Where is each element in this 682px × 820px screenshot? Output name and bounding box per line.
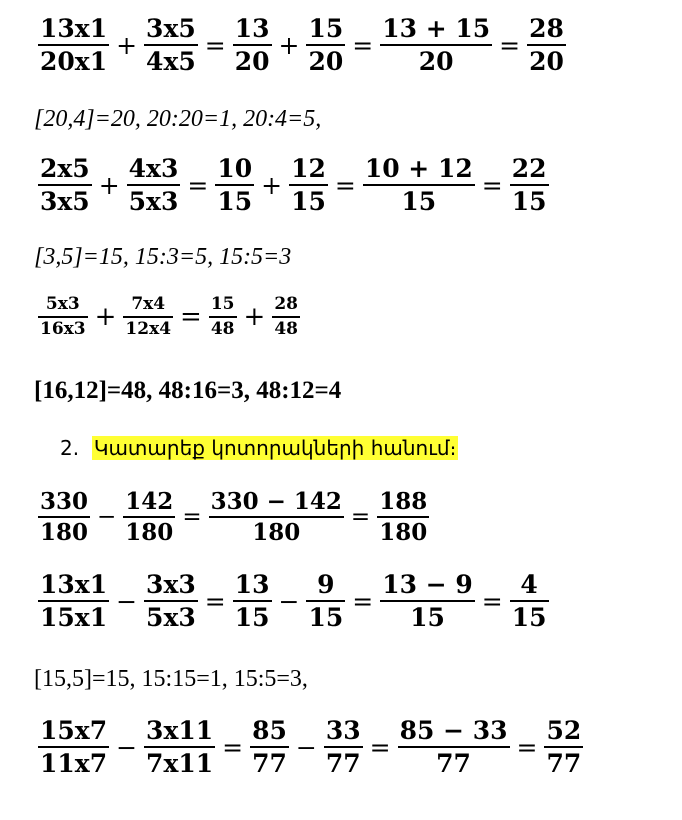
numerator: 9	[317, 570, 335, 599]
numerator: 7x4	[131, 294, 166, 314]
numerator: 13x1	[40, 14, 108, 43]
equals-sign: =	[204, 586, 226, 616]
numerator: 330	[40, 488, 89, 515]
numerator: 13	[234, 14, 270, 43]
operator: +	[261, 170, 283, 200]
equation-6	[34, 718, 587, 776]
denominator: 77	[252, 749, 287, 778]
operator: +	[94, 302, 117, 332]
fraction	[363, 156, 475, 214]
fraction	[377, 490, 429, 544]
operator: −	[116, 586, 138, 616]
fraction	[38, 156, 92, 214]
operator: +	[243, 302, 266, 332]
equals-sign: =	[187, 170, 209, 200]
numerator: 188	[379, 488, 428, 515]
equals-sign: =	[204, 30, 226, 60]
numerator: 3x3	[146, 570, 196, 599]
fraction	[209, 490, 344, 544]
equals-sign: =	[352, 586, 374, 616]
equals-sign: =	[499, 30, 521, 60]
highlighted-heading-text: Կատարեք կոտորակների հանում։	[93, 436, 457, 460]
numerator: 52	[546, 716, 582, 745]
operator: +	[116, 30, 138, 60]
numerator: 13 − 9	[382, 570, 473, 599]
equation-4	[34, 490, 433, 544]
denominator: 180	[125, 519, 174, 546]
section-heading	[60, 436, 458, 460]
fraction	[398, 718, 510, 776]
fraction	[250, 718, 289, 776]
operator: −	[116, 732, 138, 762]
denominator: 3x5	[40, 187, 90, 216]
denominator: 16x3	[40, 319, 86, 339]
fraction	[38, 296, 88, 338]
equals-sign: =	[222, 732, 244, 762]
note-line-3: [16,12]=48, 48:16=3, 48:12=4	[34, 377, 342, 404]
denominator: 12x4	[125, 319, 172, 339]
note-line-4: [15,5]=15, 15:15=1, 15:5=3,	[34, 666, 308, 692]
equation-2	[34, 156, 553, 214]
equation-5	[34, 572, 553, 630]
heading-number: 2.	[60, 436, 80, 460]
numerator: 3x11	[146, 716, 214, 745]
fraction	[510, 572, 549, 630]
equals-sign: =	[334, 170, 356, 200]
fraction	[272, 296, 300, 338]
fraction	[38, 490, 90, 544]
denominator: 7x11	[146, 749, 214, 778]
denominator: 77	[325, 749, 361, 778]
fraction	[38, 718, 109, 776]
numerator: 15	[210, 294, 235, 314]
numerator: 28	[529, 14, 564, 43]
operator: −	[97, 504, 117, 530]
equation-3	[34, 296, 304, 338]
equals-sign: =	[369, 732, 391, 762]
fraction	[144, 572, 198, 630]
numerator: 142	[125, 488, 174, 515]
numerator: 12	[291, 154, 326, 183]
fraction	[123, 296, 173, 338]
fraction	[127, 156, 181, 214]
denominator: 15	[308, 603, 344, 632]
fraction	[144, 16, 198, 74]
denominator: 180	[379, 519, 428, 546]
equals-sign: =	[182, 504, 202, 530]
equals-sign: =	[516, 732, 538, 762]
denominator: 77	[546, 749, 582, 778]
numerator: 10 + 12	[364, 154, 473, 183]
equals-sign: =	[350, 504, 371, 530]
denominator: 20	[308, 47, 344, 76]
denominator: 5x3	[146, 603, 196, 632]
fraction	[215, 156, 254, 214]
denominator: 15x1	[40, 603, 108, 632]
denominator: 77	[436, 749, 471, 778]
denominator: 48	[274, 319, 298, 339]
fraction	[289, 156, 328, 214]
numerator: 33	[325, 716, 361, 745]
denominator: 15	[511, 187, 547, 216]
numerator: 4x3	[128, 154, 179, 183]
numerator: 13x1	[40, 570, 108, 599]
denominator: 180	[40, 519, 89, 546]
denominator: 48	[210, 319, 235, 339]
fraction	[527, 16, 566, 74]
fraction	[233, 16, 272, 74]
denominator: 180	[252, 519, 301, 546]
numerator: 330 − 142	[210, 488, 342, 515]
denominator: 15	[291, 187, 326, 216]
numerator: 4	[520, 570, 538, 599]
denominator: 15	[234, 603, 270, 632]
fraction	[510, 156, 549, 214]
denominator: 20	[234, 47, 270, 76]
note-line-1: [20,4]=20, 20:20=1, 20:4=5,	[34, 106, 322, 132]
fraction	[306, 16, 345, 74]
fraction	[306, 572, 345, 630]
fraction	[38, 16, 109, 74]
fraction	[209, 296, 237, 338]
denominator: 11x7	[40, 749, 108, 778]
operator: −	[295, 732, 317, 762]
denominator: 15	[410, 603, 445, 632]
denominator: 4x5	[146, 47, 196, 76]
fraction	[380, 16, 492, 74]
denominator: 15	[401, 187, 437, 216]
fraction	[324, 718, 363, 776]
numerator: 15x7	[40, 716, 108, 745]
fraction	[38, 572, 109, 630]
numerator: 10	[217, 154, 253, 183]
numerator: 22	[511, 154, 547, 183]
denominator: 15	[217, 187, 253, 216]
operator: +	[98, 170, 120, 200]
numerator: 3x5	[146, 14, 196, 43]
fraction	[233, 572, 272, 630]
numerator: 13	[234, 570, 270, 599]
denominator: 15	[511, 603, 547, 632]
denominator: 20	[529, 47, 564, 76]
equals-sign: =	[180, 302, 202, 332]
numerator: 28	[274, 294, 298, 314]
fraction	[144, 718, 215, 776]
operator: −	[278, 586, 300, 616]
numerator: 85	[252, 716, 287, 745]
equals-sign: =	[481, 586, 503, 616]
numerator: 15	[308, 14, 344, 43]
denominator: 5x3	[128, 187, 179, 216]
fraction	[544, 718, 583, 776]
denominator: 20	[418, 47, 454, 76]
equation-1	[34, 16, 570, 74]
equals-sign: =	[352, 30, 374, 60]
numerator: 85 − 33	[399, 716, 508, 745]
operator: +	[278, 30, 300, 60]
numerator: 13 + 15	[382, 14, 491, 43]
denominator: 20x1	[40, 47, 108, 76]
note-line-2: [3,5]=15, 15:3=5, 15:5=3	[34, 244, 292, 270]
fraction	[123, 490, 175, 544]
numerator: 5x3	[45, 294, 80, 314]
equals-sign: =	[481, 170, 503, 200]
numerator: 2x5	[40, 154, 90, 183]
fraction	[380, 572, 475, 630]
